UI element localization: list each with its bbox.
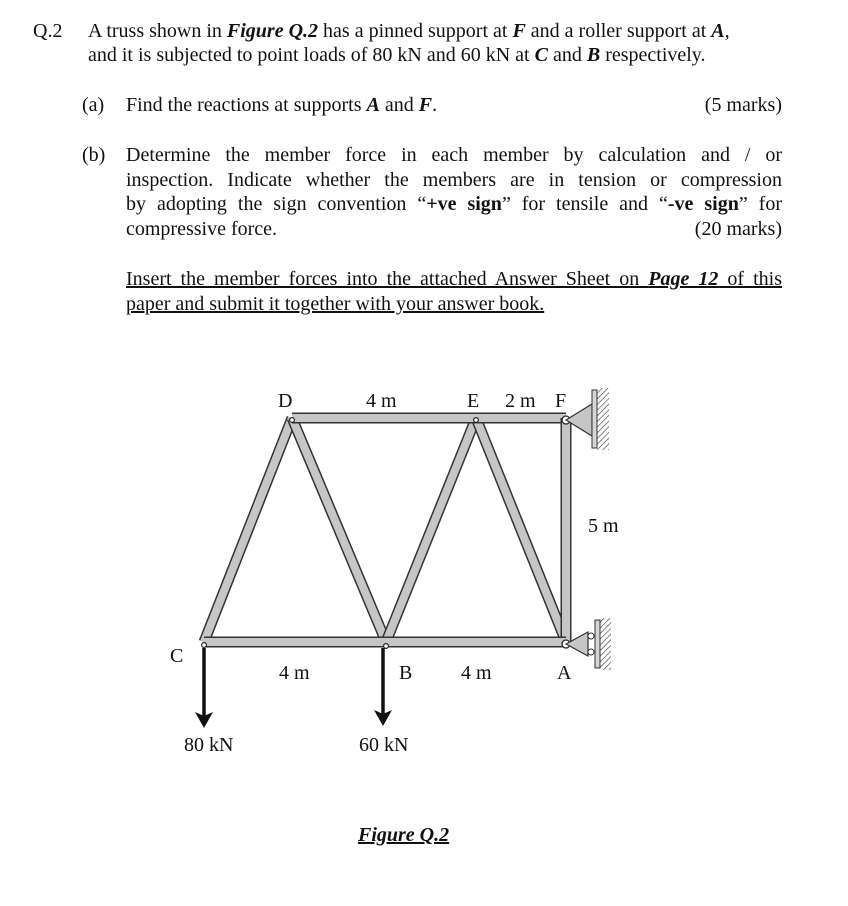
- part-b-line4: compressive force.: [126, 218, 278, 240]
- node-label-b: B: [399, 662, 413, 684]
- support-f-ref: F: [418, 94, 433, 116]
- part-a-label: (a): [82, 94, 105, 116]
- node-label-d: D: [278, 390, 293, 412]
- part-b-segment: by adopting the sign convention “: [126, 193, 427, 215]
- node-label-f: F: [555, 390, 567, 412]
- dimension-ef: 2 m: [505, 390, 536, 412]
- node-label-e: E: [467, 390, 480, 412]
- joint-b: [384, 644, 389, 649]
- support-f-ref: F: [512, 20, 526, 42]
- member-be: [386, 418, 476, 642]
- part-a-marks: (5 marks): [704, 94, 782, 116]
- member-cd: [204, 418, 292, 642]
- node-label-a: A: [557, 662, 572, 684]
- load-label-c: 80 kN: [184, 734, 234, 756]
- intro-text: has a pinned support at: [318, 20, 513, 42]
- part-b-line2: inspection. Indicate whether the members are in tension or compression: [126, 169, 782, 191]
- answer-sheet-page-ref: Page 12: [648, 268, 719, 290]
- intro-text: and a roller support at: [525, 20, 712, 42]
- question-number: Q.2: [33, 20, 63, 42]
- part-a-segment: .: [432, 94, 438, 116]
- intro-text: A truss shown in: [88, 20, 227, 42]
- figure-reference: Figure Q.2: [226, 20, 319, 42]
- joint-d: [290, 418, 295, 423]
- part-b-label: (b): [82, 144, 106, 166]
- support-a-ref: A: [711, 20, 725, 42]
- intro-text: ,: [724, 20, 730, 42]
- negative-sign-label: -ve sign: [667, 193, 739, 215]
- part-b-segment: ” for: [738, 193, 782, 215]
- intro-text: and: [547, 44, 587, 66]
- dimension-ba: 4 m: [461, 662, 492, 684]
- instruction-line2: paper and submit it together with your answer book.: [126, 293, 545, 315]
- dimension-af: 5 m: [588, 515, 619, 537]
- intro-text: respectively.: [600, 44, 706, 66]
- load-label-b: 60 kN: [359, 734, 409, 756]
- member-ea: [476, 418, 566, 642]
- load-b-ref: B: [586, 44, 601, 66]
- support-a-ref: A: [366, 94, 380, 116]
- part-b-marks: (20 marks): [694, 218, 782, 240]
- joint-e: [474, 418, 479, 423]
- load-arrow-b: [374, 648, 392, 726]
- figure-caption: Figure Q.2: [358, 824, 450, 846]
- intro-text: and it is subjected to point loads of 80 kN and 60 kN at: [88, 44, 535, 66]
- dimension-cb: 4 m: [279, 662, 310, 684]
- instruction-segment: of this: [718, 268, 783, 290]
- member-db: [292, 418, 386, 642]
- part-b-segment: ” for tensile and “: [501, 193, 668, 215]
- part-b-line1: Determine the member force in each member by calculation and / or: [126, 144, 782, 166]
- joint-c: [202, 643, 207, 648]
- instruction-segment: Insert the member forces into the attached Answer Sheet on: [126, 268, 649, 290]
- part-a-segment: and: [379, 94, 419, 116]
- truss-members: [204, 418, 566, 642]
- positive-sign-label: +ve sign: [426, 193, 502, 215]
- node-label-c: C: [170, 645, 184, 667]
- dimension-de: 4 m: [366, 390, 397, 412]
- load-arrow-c: [195, 648, 213, 728]
- load-c-ref: C: [534, 44, 548, 66]
- part-a-segment: Find the reactions at supports: [126, 94, 367, 116]
